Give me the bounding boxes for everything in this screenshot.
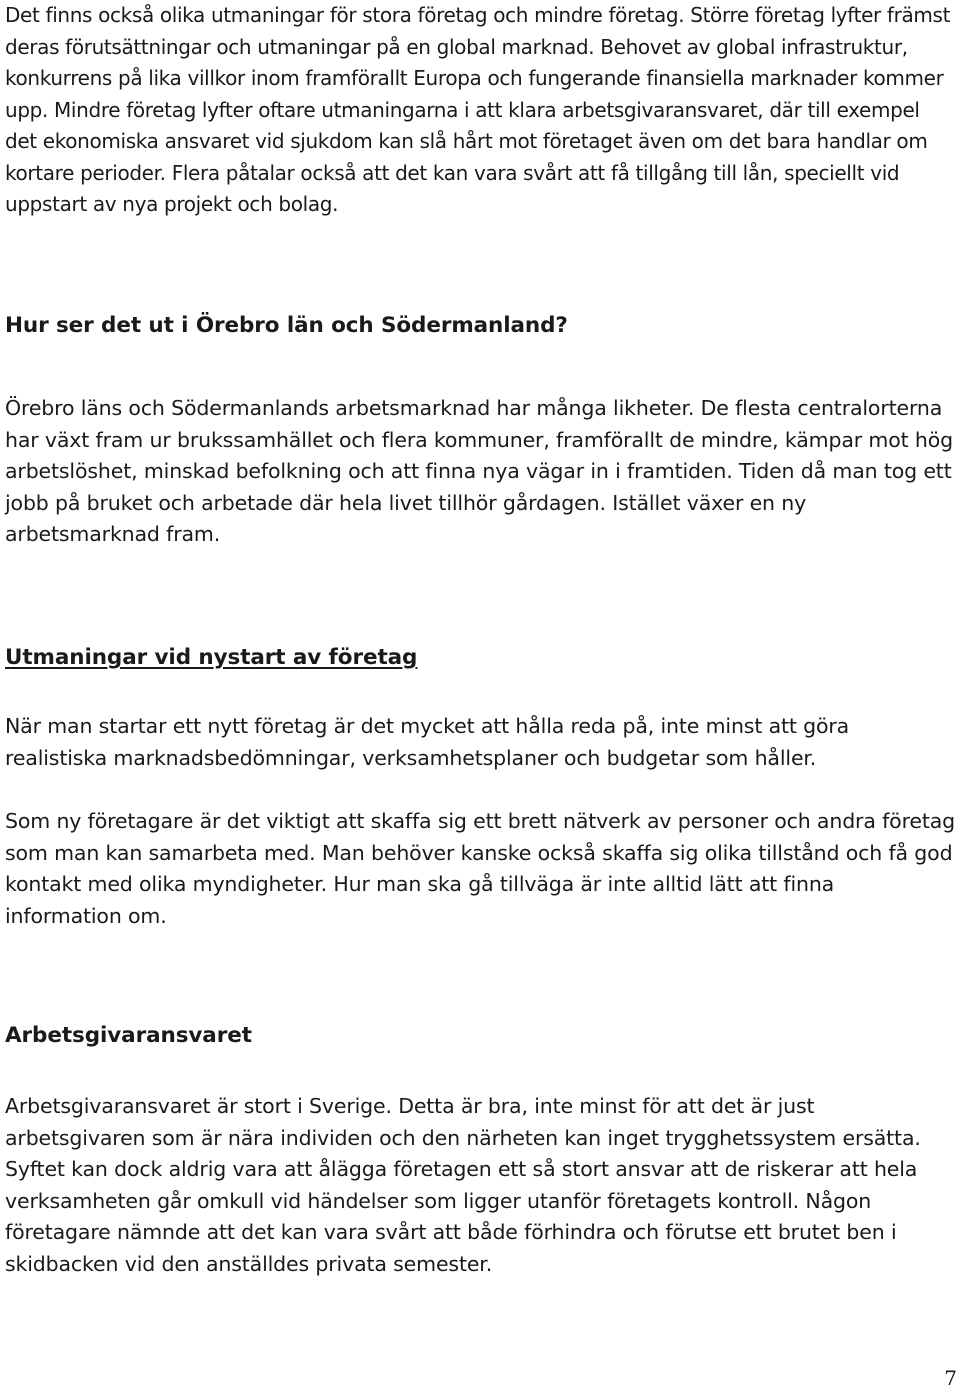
intro-paragraph: Det finns också olika utmaningar för stora företag och mindre företag. Större företag lyfter främst deras förutsättningar och utmaningar på en global marknad. Behovet av global infrastruktur, konkurrens på lika villkor inom framförallt Europa och fungerande finansiella marknader kommer upp. Mindre företag lyfter oftare utmaningarna i att klara arbetsgivaransvaret, där till exempel det ekonomiska ansvaret vid sjukdom kan slå hårt mot företaget även om det bara handlar om kortare perioder. Flera påtalar också att det kan vara svårt att få tillgång till lån, speciellt vid uppstart av nya projekt och bolag. [5,3,951,216]
section-paragraph-nystart-2: Som ny företagare är det viktigt att skaffa sig ett brett nätverk av personer och andra företag som man kan samarbeta med. Man behöver kanske också skaffa sig olika tillstånd och få god kontakt med olika myndigheter. Hur man ska gå tillväga är inte alltid lätt att finna information om. [5,809,956,928]
section-heading-nystart: Utmaningar vid nystart av företag [5,645,418,670]
section-heading-orebro-sodermanland: Hur ser det ut i Örebro län och Södermanland? [5,313,568,338]
page-number: 7 [944,1366,957,1390]
section-paragraph-nystart-1: När man startar ett nytt företag är det mycket att hålla reda på, inte minst att göra realistiska marknadsbedömningar, verksamhetsplaner och budgetar som håller. [5,714,850,770]
section-heading-arbetsgivaransvaret: Arbetsgivaransvaret [5,1023,252,1048]
section-paragraph-orebro-sodermanland: Örebro läns och Södermanlands arbetsmarknad har många likheter. De flesta centralorterna har växt fram ur brukssamhället och flera kommuner, framförallt de mindre, kämpar mot hög arbetslöshet, minskad befolkning och att finna nya vägar in i framtiden. Tiden då man tog ett jobb på bruket och arbetade där hela livet tillhör gårdagen. Istället växer en ny arbetsmarknad fram. [5,396,953,546]
section-paragraph-arbetsgivaransvaret: Arbetsgivaransvaret är stort i Sverige. Detta är bra, inte minst för att det är just arbetsgivaren som är nära individen och den närheten kan inget trygghetssystem ersätta. Syftet kan dock aldrig vara att ålägga företagen ett så stort ansvar att de riskerar att hela verksamheten går omkull vid händelser som ligger utanför företagets kontroll. Någon företagare nämnde att det kan vara svårt att både förhindra och förutse ett brutet ben i skidbacken vid den anställdes privata semester. [5,1094,921,1276]
